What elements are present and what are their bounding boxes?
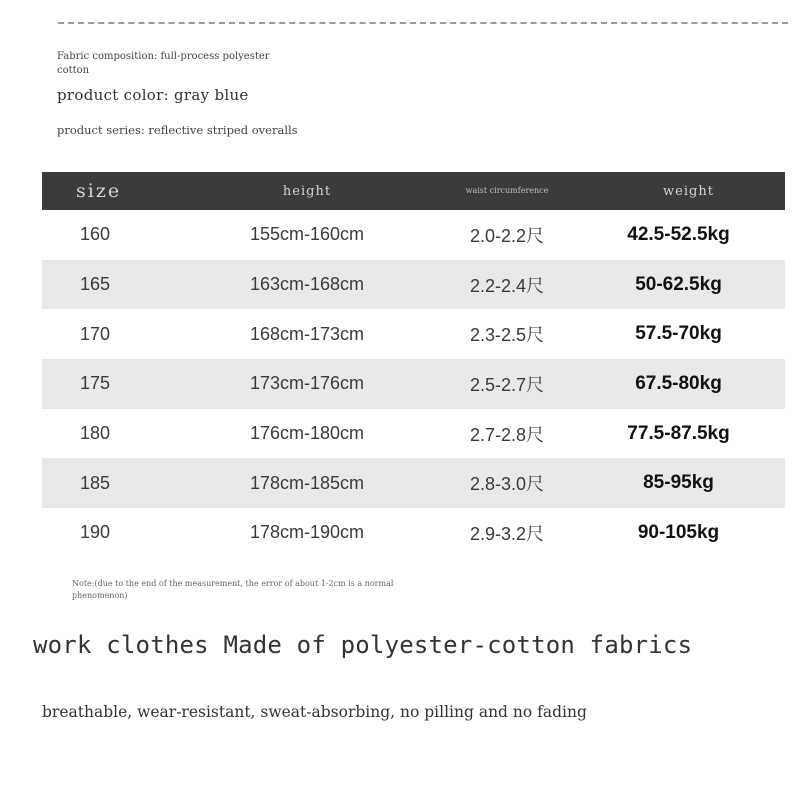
table-row (42, 210, 785, 260)
cell-height: 155cm-160cm (192, 210, 422, 260)
cell-weight: 50-62.5kg (592, 260, 785, 310)
headline: work clothes Made of polyester-cotton fabrics (33, 631, 693, 659)
cell-weight: 85-95kg (592, 458, 785, 508)
cell-weight: 77.5-87.5kg (592, 409, 785, 459)
table-row (42, 508, 785, 558)
cell-weight: 67.5-80kg (592, 359, 785, 409)
header-height: height (192, 172, 422, 210)
cell-waist: 2.5-2.7尺 (422, 359, 592, 409)
table-row (42, 409, 785, 459)
header-size: size (42, 172, 192, 210)
features-text: breathable, wear-resistant, sweat-absorbing, no pilling and no fading (42, 703, 587, 721)
cell-height: 173cm-176cm (192, 359, 422, 409)
table-row (42, 458, 785, 508)
cell-waist: 2.8-3.0尺 (422, 458, 592, 508)
cell-size: 190 (42, 508, 192, 558)
cell-waist: 2.2-2.4尺 (422, 260, 592, 310)
table-header-row (42, 172, 785, 210)
cell-size: 185 (42, 458, 192, 508)
top-divider (58, 22, 788, 24)
header-waist: waist circumference (422, 172, 592, 210)
cell-weight: 57.5-70kg (592, 309, 785, 359)
table-row (42, 309, 785, 359)
cell-size: 175 (42, 359, 192, 409)
product-series: product series: reflective striped overalls (57, 123, 298, 137)
cell-waist: 2.0-2.2尺 (422, 210, 592, 260)
cell-height: 168cm-173cm (192, 309, 422, 359)
cell-height: 163cm-168cm (192, 260, 422, 310)
cell-size: 160 (42, 210, 192, 260)
cell-height: 178cm-185cm (192, 458, 422, 508)
product-color: product color: gray blue (57, 86, 249, 104)
measurement-note: Note:(due to the end of the measurement, the error of about 1-2cm is a normal phenomenon) (72, 579, 394, 600)
cell-waist: 2.3-2.5尺 (422, 309, 592, 359)
cell-height: 176cm-180cm (192, 409, 422, 459)
cell-size: 170 (42, 309, 192, 359)
cell-weight: 42.5-52.5kg (592, 210, 785, 260)
cell-weight: 90-105kg (592, 508, 785, 558)
fabric-composition: Fabric composition: full-process polyester cotton (57, 51, 270, 76)
header-weight: weight (592, 172, 785, 210)
size-chart-table (42, 172, 785, 558)
cell-waist: 2.7-2.8尺 (422, 409, 592, 459)
table-row (42, 260, 785, 310)
cell-waist: 2.9-3.2尺 (422, 508, 592, 558)
cell-size: 165 (42, 260, 192, 310)
cell-height: 178cm-190cm (192, 508, 422, 558)
table-row (42, 359, 785, 409)
cell-size: 180 (42, 409, 192, 459)
